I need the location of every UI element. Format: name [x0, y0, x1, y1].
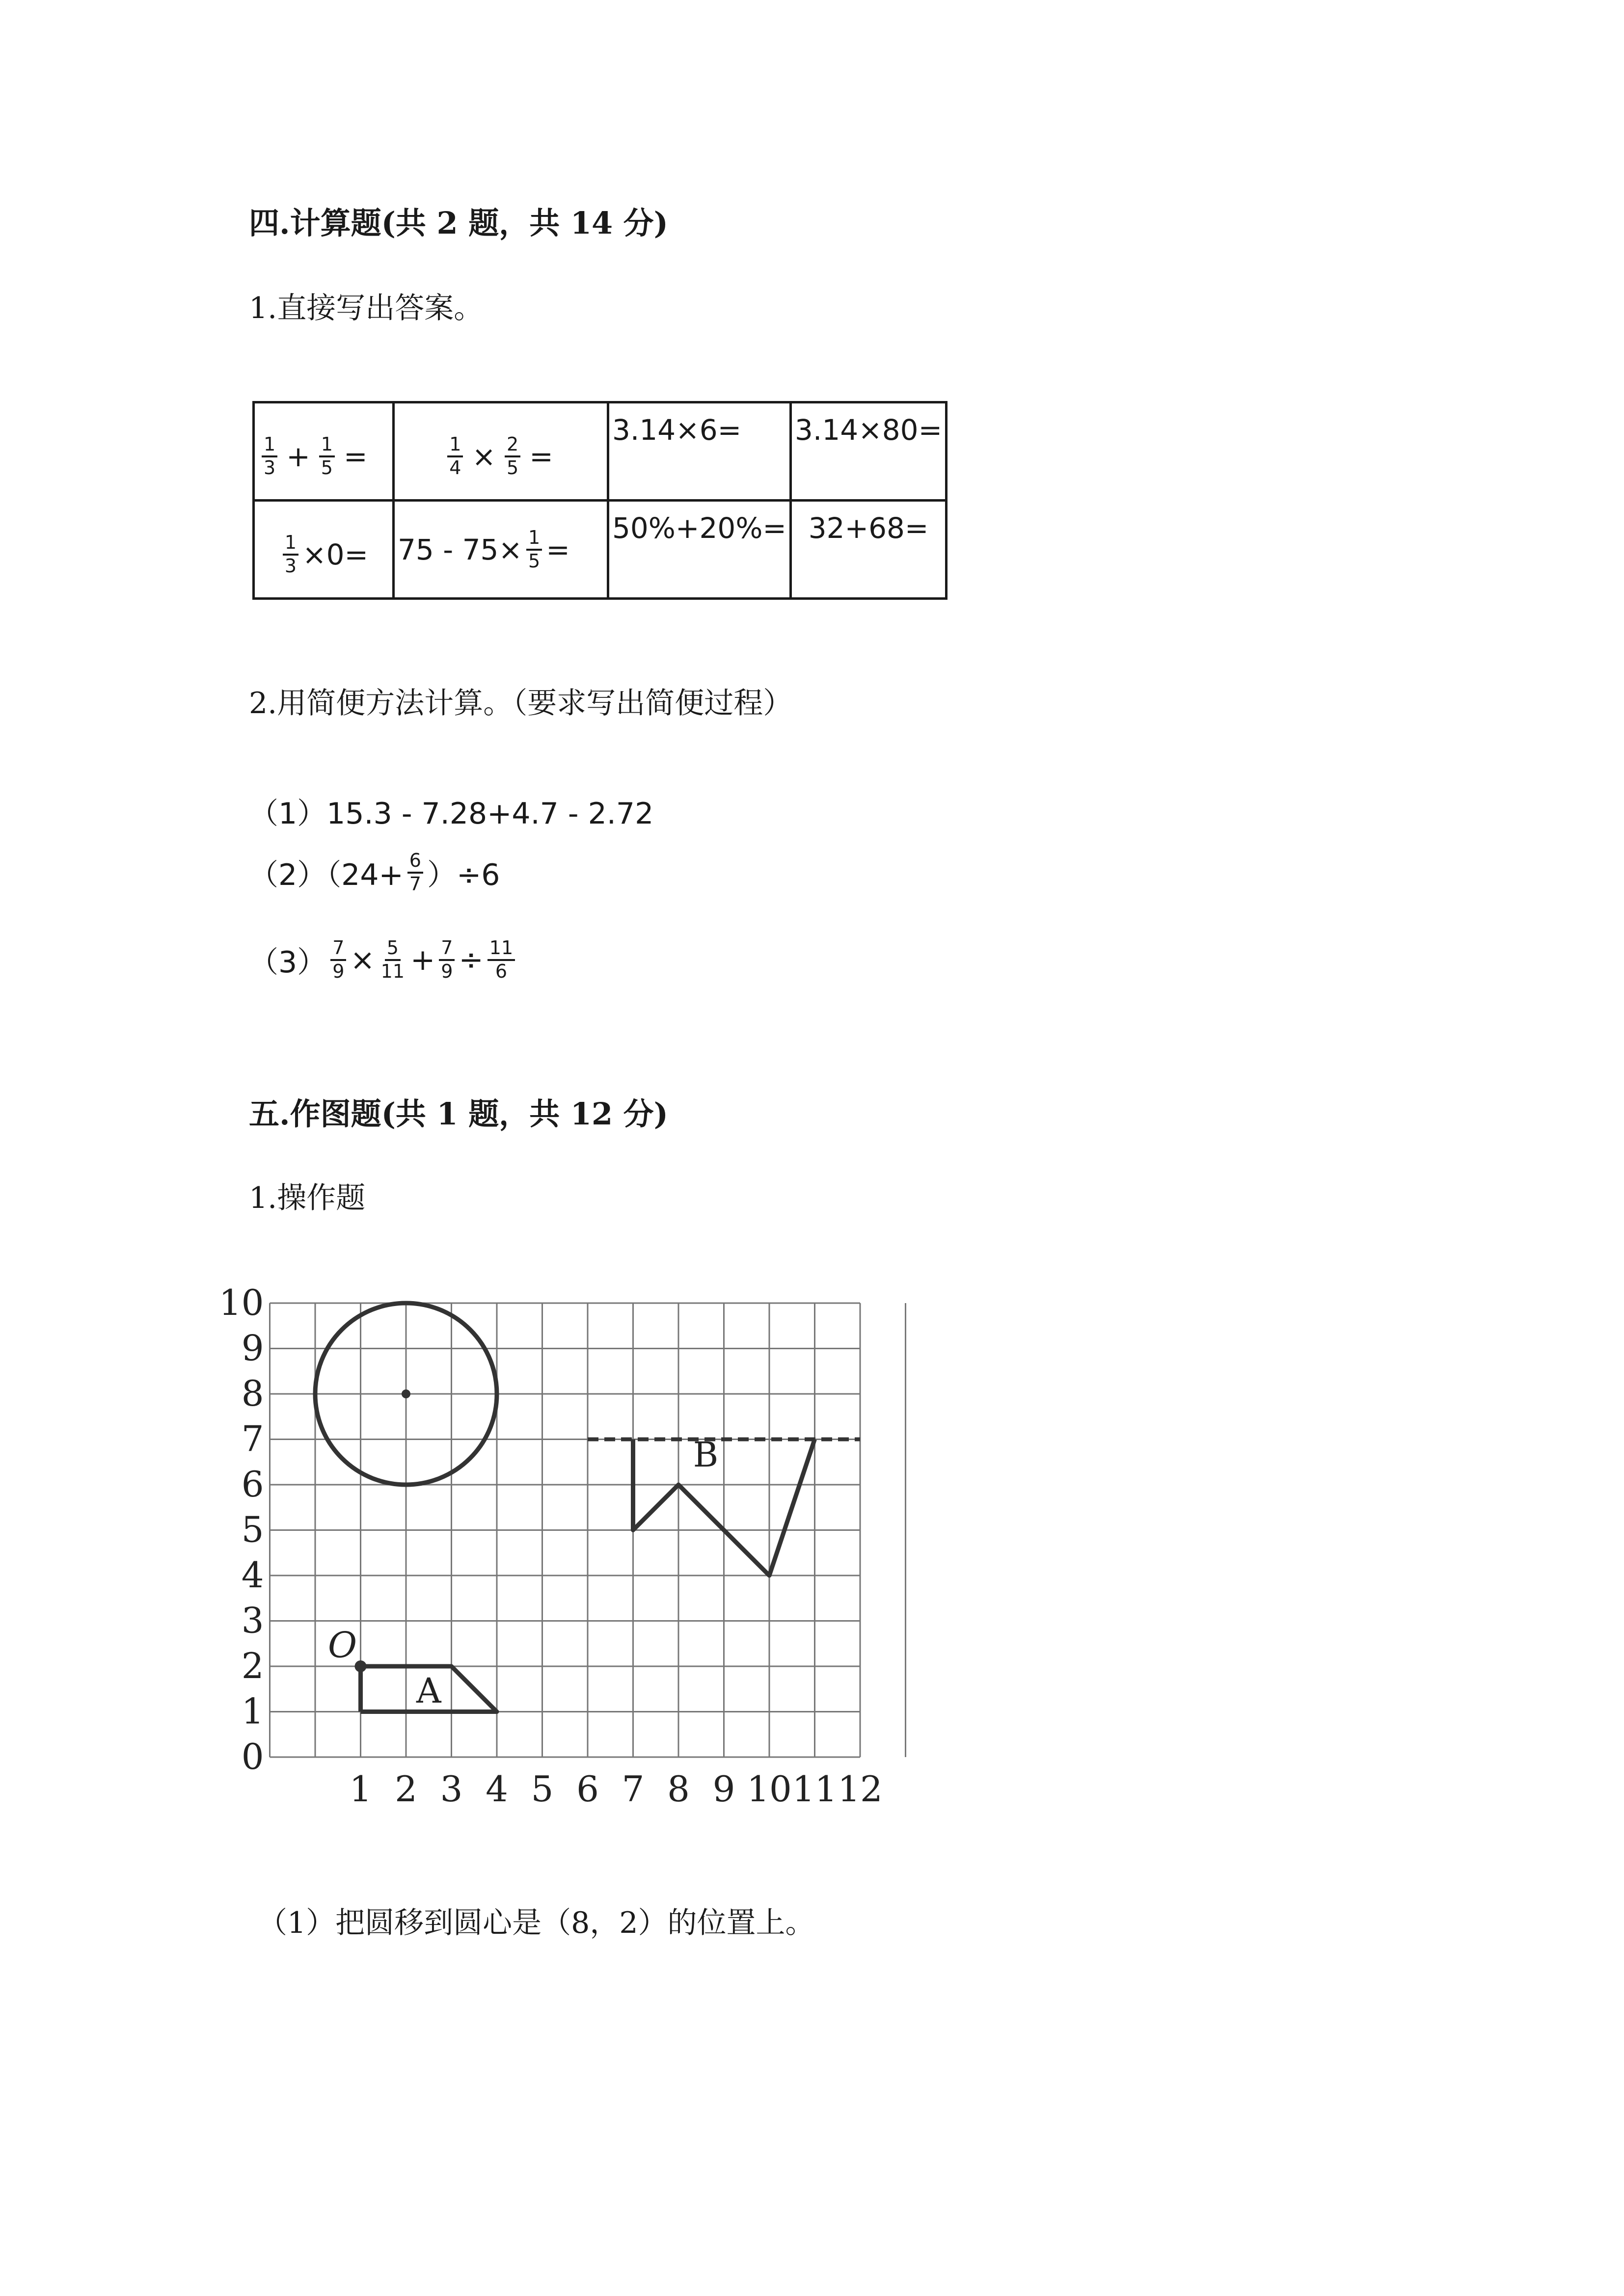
table-cell-r1c3: 3.14×6=: [608, 402, 791, 501]
fraction-numerator: 1: [283, 532, 298, 556]
sub-question-3: [249, 937, 519, 982]
shape-a-label: A: [416, 1671, 441, 1711]
table-cell-r2c3: 50%+20%=: [608, 501, 791, 599]
equals-sign: =: [546, 533, 570, 566]
table-cell-r1c1: [254, 402, 394, 501]
instruction-text: （1）把圆移到圆心是（8，2）的位置上。: [258, 1906, 815, 1940]
operator: +: [286, 439, 310, 473]
operator: ×: [350, 942, 375, 977]
fraction-numerator: 1: [319, 434, 335, 457]
fraction-numerator: 2: [505, 434, 520, 457]
y-tick-label: 7: [241, 1418, 264, 1460]
equals-sign: =: [343, 439, 368, 473]
expression-suffix: ）÷6: [427, 857, 500, 892]
fraction-numerator: 1: [262, 434, 277, 457]
operator: ×: [472, 439, 496, 473]
sub-question-2: [249, 850, 500, 895]
fraction-denominator: 11: [380, 960, 405, 982]
y-tick-label: 2: [241, 1645, 264, 1686]
fraction-denominator: 9: [441, 960, 453, 982]
fraction-denominator: 7: [409, 873, 421, 895]
fraction-numerator: 7: [439, 937, 455, 961]
x-tick-label: 2: [395, 1768, 417, 1810]
x-tick-label: 3: [440, 1768, 463, 1810]
fraction-numerator: 5: [385, 937, 401, 961]
table-cell-r2c4: 32+68=: [791, 501, 947, 599]
x-tick-label: 1: [349, 1768, 372, 1810]
fraction-denominator: 6: [495, 960, 508, 982]
fraction-denominator: 5: [507, 456, 519, 479]
direct-answer-table: [252, 401, 947, 600]
question-2-prompt: 2.用简便方法计算。（要求写出简便过程）: [249, 686, 793, 721]
y-tick-label: 6: [241, 1464, 264, 1505]
x-tick-label: 10: [747, 1768, 792, 1810]
axis-labels: [219, 1282, 883, 1810]
fraction-numerator: 7: [330, 937, 346, 961]
y-tick-label: 8: [241, 1373, 264, 1414]
table-cell-r2c1: [254, 501, 394, 599]
y-tick-label: 10: [218, 1282, 264, 1323]
y-tick-label: 4: [241, 1554, 264, 1596]
operation-question-prompt: 1.操作题: [249, 1181, 366, 1215]
circle-center-point: [402, 1389, 410, 1398]
question-1-prompt: 1.直接写出答案。: [249, 291, 484, 325]
y-tick-label: 1: [241, 1690, 264, 1732]
operator: ÷: [459, 942, 484, 977]
x-tick-label: 4: [486, 1768, 508, 1810]
expression-prefix: （3）: [249, 945, 327, 980]
x-tick-label: 6: [576, 1768, 599, 1810]
table-cell-r1c4: 3.14×80=: [791, 402, 947, 501]
fraction-denominator: 5: [528, 550, 541, 572]
expression-prefix: 75 - 75×: [398, 533, 523, 566]
section-5-title: 五.作图题(共 1 题，共 12 分): [249, 1096, 669, 1132]
y-tick-label: 0: [241, 1736, 264, 1777]
shape-b-label: B: [693, 1435, 719, 1475]
expression-rest: ×0=: [302, 537, 369, 571]
x-tick-label: 7: [622, 1768, 645, 1810]
origin-label: O: [327, 1624, 357, 1666]
fraction-numerator: 1: [447, 434, 463, 457]
fraction-denominator: 3: [264, 456, 276, 479]
y-tick-label: 3: [241, 1600, 264, 1641]
x-tick-label: 8: [667, 1768, 690, 1810]
fraction-numerator: 11: [487, 937, 515, 961]
expression-prefix: （2）（24+: [249, 857, 404, 892]
fraction-denominator: 5: [321, 456, 333, 479]
y-tick-label: 9: [241, 1327, 264, 1369]
x-tick-label: 12: [838, 1768, 883, 1810]
section-4-title: 四.计算题(共 2 题，共 14 分): [249, 205, 669, 241]
fraction-denominator: 9: [332, 960, 345, 982]
x-tick-label: 11: [792, 1768, 838, 1810]
fraction-numerator: 6: [407, 850, 423, 874]
fraction-numerator: 1: [526, 527, 542, 551]
operator: +: [410, 942, 435, 977]
x-tick-label: 9: [712, 1768, 735, 1810]
coordinate-grid: [218, 1276, 903, 1816]
x-tick-label: 5: [531, 1768, 554, 1810]
fraction-denominator: 4: [449, 456, 461, 479]
y-tick-label: 5: [241, 1509, 264, 1550]
fraction-denominator: 3: [284, 555, 297, 577]
sub-question-1: （1）15.3 - 7.28+4.7 - 2.72: [249, 797, 654, 831]
equals-sign: =: [529, 439, 553, 473]
grid-lines: [270, 1303, 906, 1757]
table-cell-r1c2: [394, 402, 608, 501]
table-cell-r2c2: [394, 501, 608, 599]
